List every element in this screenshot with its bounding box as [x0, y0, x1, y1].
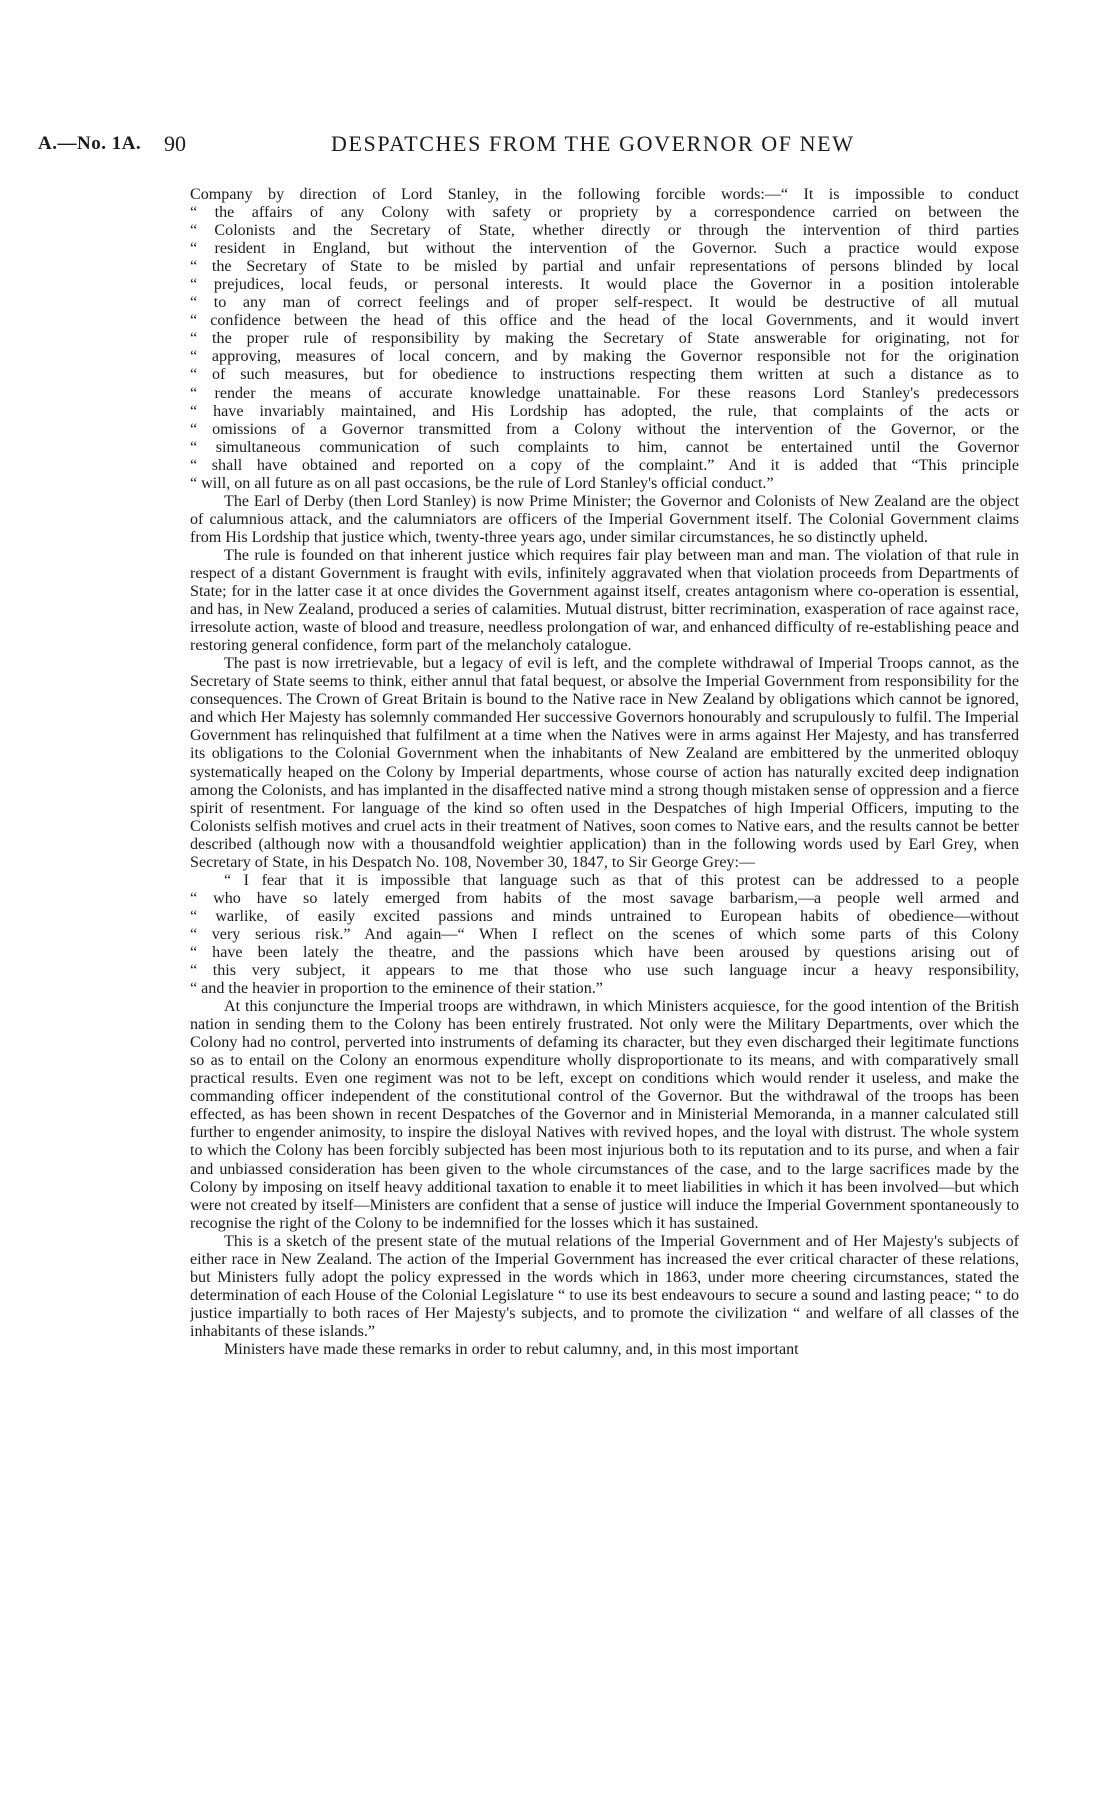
paragraph-ministers-remarks: Ministers have made these remarks in order to rebut calumny, and, in this most important	[224, 1341, 799, 1358]
text-line: Company by direction of Lord Stanley, in the following forcible words:—“ It is impossible to conduct	[190, 186, 1019, 203]
paragraph-rule-of-justice: The rule is founded on that inherent justice which requires fair play between man and man. The violation of that rule in respect of a distant Government is fraught with evils, infinitely aggravated when that violation proceeds from Departments of State; for in the latter case it at once divides the Government against itself, creates antagonism where co-operation is essential, and has, in New Zealand, produced a series of calamities. Mutual distrust, bitter recrimination, exasperation of race against race, irresolute action, waste of blood and treasure, needless prolongation of war, and enhanced difficulty of re-establishing peace and restoring general confidence, form part of the melancholy catalogue.	[190, 546, 1019, 655]
text-line: “ will, on all future as on all past occasions, be the rule of Lord Stanley's official conduct.”	[190, 474, 774, 492]
text-line: “ very serious risk.” And again—“ When I reflect on the scenes of which some parts of this Colony	[190, 925, 1019, 943]
text-line: “ of such measures, but for obedience to instructions respecting them written at such a distance as to	[190, 366, 1019, 384]
page-header	[38, 131, 1078, 161]
document-reference: A.—No. 1A.	[38, 133, 142, 154]
text-line: “ warlike, of easily excited passions and minds untrained to European habits of obedience—without	[190, 907, 1019, 925]
text-line: “ omissions of a Governor transmitted from a Colony without the intervention of the Governor, or the	[190, 420, 1019, 438]
text-line: “ Colonists and the Secretary of State, whether directly or through the intervention of third parties	[190, 222, 1019, 240]
text-line: “ have been lately the theatre, and the passions which have been aroused by questions arising out of	[190, 943, 1019, 961]
text-line: “ this very subject, it appears to me that those who use such language incur a heavy responsibility,	[190, 962, 1019, 980]
paragraph-troops-withdrawn: At this conjuncture the Imperial troops are withdrawn, in which Ministers acquiesce, for the good intention of the British nation in sending them to the Colony has been entirely frustrated. Not only were the Military Departments, over which the Colony had no control, perverted into instruments of defaming its character, but they even discharged their legitimate functions so as to entail on the Colony an enormous expenditure wholly disproportionate to its means, and with comparatively small practical results. Even one regiment was not to be left, except on conditions which would render it useless, and make the commanding officer independent of the constitutional control of the Governor. But the withdrawal of the troops has been effected, as has been shown in recent Despatches of the Governor and in Ministerial Memoranda, in a manner calculated still further to engender animosity, to inspire the disloyal Natives with revived hopes, and the loyal with distrust. The whole system to which the Colony has been forcibly subjected has been most injurious both to its reputation and to its purse, and when a fair and unbiassed consideration has been given to the whole circumstances of the case, and to the large sacrifices made by the Colony by imposing on itself heavy additional taxation to enable it to meet liabilities in which it has been involved—but which were not created by itself—Ministers are confident that a sense of justice will induce the Imperial Government spontaneously to recognise the right of the Colony to be indemnified for the losses which it has sustained.	[190, 998, 1019, 1232]
text-line: “ confidence between the head of this office and the head of the local Governments, and it would invert	[190, 312, 1019, 330]
text-line: “ shall have obtained and reported on a copy of the complaint.” And it is added that “This principle	[190, 456, 1019, 474]
text-line: “ who have so lately emerged from habits of the most savage barbarism,—a people well armed and	[190, 889, 1019, 907]
paragraph-earl-of-derby: The Earl of Derby (then Lord Stanley) is now Prime Minister; the Governor and Colonists of New Zealand are the object of calumnious attack, and the calumniators are officers of the Imperial Government itself. The Colonial Government claims from His Lordship that justice which, twenty-three years ago, under similar circumstances, he so distinctly upheld.	[190, 492, 1019, 546]
text-line: “ resident in England, but without the intervention of the Governor. Such a practice would expose	[190, 240, 1019, 258]
text-line: “ I fear that it is impossible that language such as that of this protest can be addressed to a people	[224, 871, 1019, 889]
text-line: “ the proper rule of responsibility by making the Secretary of State answerable for originating, not for	[190, 330, 1019, 348]
text-line: “ simultaneous communication of such complaints to him, cannot be entertained until the Governor	[190, 438, 1019, 456]
body-text	[190, 186, 1019, 1796]
running-title: DESPATCHES FROM THE GOVERNOR OF NEW	[331, 131, 855, 156]
text-line: “ to any man of correct feelings and of proper self-respect. It would be destructive of all mutual	[190, 294, 1019, 312]
paragraph-legacy-of-evil: The past is now irretrievable, but a legacy of evil is left, and the complete withdrawal of Imperial Troops cannot, as the Secretary of State seems to think, either annul that fatal bequest, or absolve the Imperial Government from responsibility for the consequences. The Crown of Great Britain is bound to the Native race in New Zealand by obligations which cannot be ignored, and which Her Majesty has solemnly commanded Her successive Governors honourably and scrupulously to fulfil. The Imperial Government has relinquished that fulfilment at a time when the Natives were in arms against Her Majesty, and has transferred its obligations to the Colonial Government when the inhabitants of New Zealand are embittered by the unmerited obloquy systematically heaped on the Colony by Imperial departments, whose course of action has naturally excited deep indignation among the Colonists, and has implanted in the disaffected native mind a strong though mistaken sense of oppression and a fierce spirit of resentment. For language of the kind so often used in the Despatches of high Imperial Officers, imputing to the Colonists selfish motives and cruel acts in their treatment of Natives, soon comes to Native ears, and the results cannot be better described (although now with a thousandfold weightier application) than in the following words used by Earl Grey, when Secretary of State, in his Despatch No. 108, November 30, 1847, to Sir George Grey:—	[190, 655, 1019, 871]
text-line: “ the affairs of any Colony with safety or propriety by a correspondence carried on between the	[190, 204, 1019, 222]
text-line: “ prejudices, local feuds, or personal interests. It would place the Governor in a position intolerable	[190, 276, 1019, 294]
paragraph-stanley-quote	[190, 186, 1019, 493]
text-line: “ have invariably maintained, and His Lordship has adopted, the rule, that complaints of the acts or	[190, 402, 1019, 420]
paragraph-mutual-relations: This is a sketch of the present state of the mutual relations of the Imperial Government and of Her Majesty's subjects of either race in New Zealand. The action of the Imperial Government has increased the ever critical character of these relations, but Ministers fully adopt the policy expressed in the words which in 1863, under more cheering circumstances, stated the determination of each House of the Colonial Legislature “ to use its best endeavours to secure a sound and lasting peace; “ to do justice impartially to both races of Her Majesty's subjects, and to promote the civilization “ and welfare of all classes of the inhabitants of these islands.”	[190, 1232, 1019, 1340]
text-line: “ and the heavier in proportion to the eminence of their station.”	[190, 980, 603, 998]
text-line: “ approving, measures of local concern, and by making the Governor responsible not for the origination	[190, 348, 1019, 366]
text-line: “ the Secretary of State to be misled by partial and unfair representations of persons blinded by local	[190, 258, 1019, 276]
text-line: “ render the means of accurate knowledge unattainable. For these reasons Lord Stanley's predecessors	[190, 384, 1019, 402]
paragraph-earl-grey-quote	[190, 872, 1019, 998]
page-number: 90	[164, 131, 186, 156]
